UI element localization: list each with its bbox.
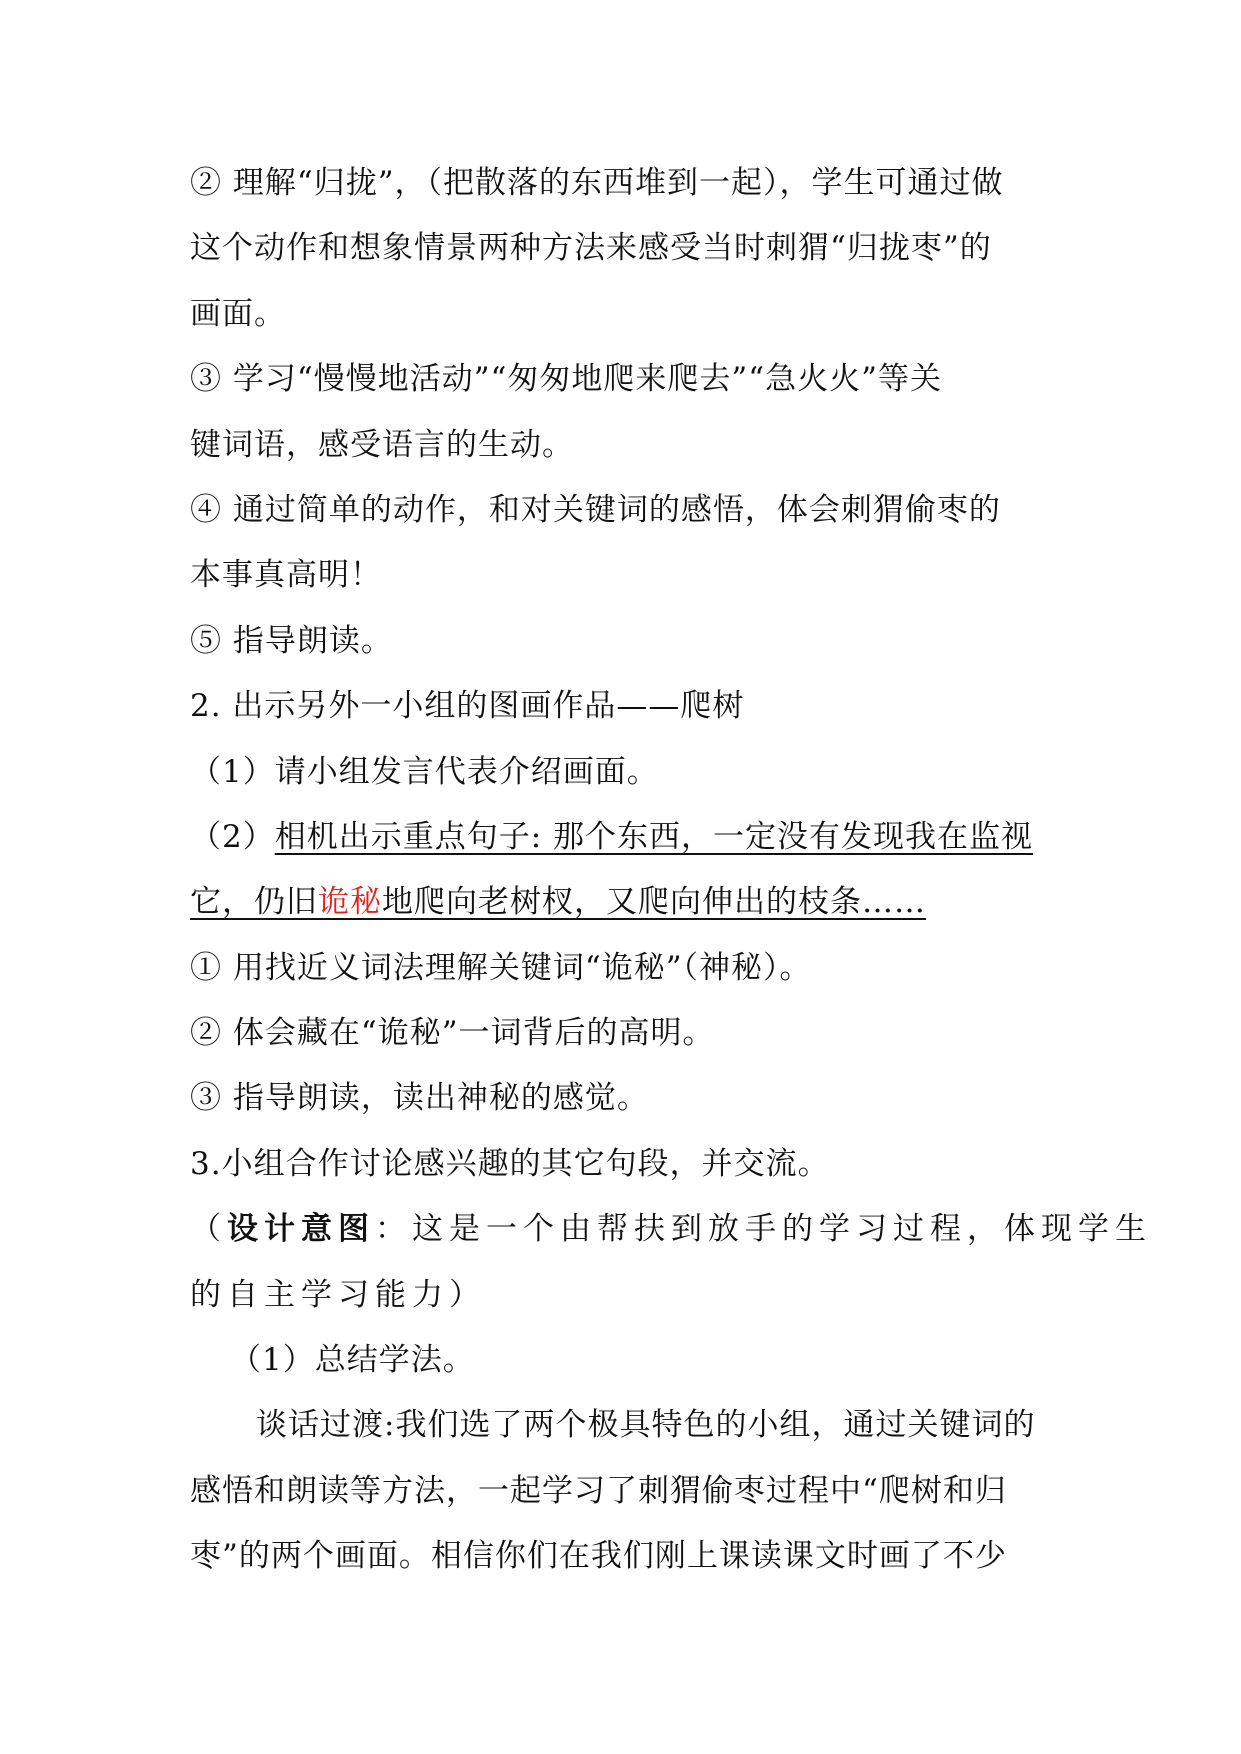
text-line: ③ 指导朗读，读出神秘的感觉。: [190, 1080, 649, 1117]
design-intent-text: ：这是一个由帮扶到放手的学习过程，体现学生: [375, 1211, 1152, 1248]
document-body: [190, 151, 1152, 1590]
summary-heading: （1）总结学法。: [230, 1342, 475, 1379]
text-line: 3.小组合作讨论感兴趣的其它句段，并交流。: [190, 1145, 830, 1182]
text-line: ② 理解“归拢”，（把散落的东西堆到一起），学生可通过做: [190, 165, 1004, 201]
design-intent-label: 设计意图: [227, 1211, 375, 1248]
text-line: ② 体会藏在“诡秘”一词背后的高明。: [190, 1015, 715, 1052]
text-line: 画面。: [190, 295, 286, 332]
key-sentence-text: [190, 884, 926, 920]
design-intent-line-1: [190, 1197, 1152, 1262]
text-line: ③ 学习“慢慢地活动”“匆匆地爬来爬去”“急火火”等关: [190, 361, 942, 398]
summary-paragraph-line: 谈话过渡:我们选了两个极具特色的小组，通过关键词的: [256, 1407, 1036, 1444]
key-sentence-segment: 它，仍旧: [190, 884, 318, 921]
text-line: 本事真高明！: [190, 557, 382, 594]
key-sentence-prefix: （2）: [190, 818, 275, 855]
design-intent-open: （: [190, 1211, 227, 1248]
text-line: ④ 通过简单的动作，和对关键词的感悟，体会刺猬偷枣的: [190, 491, 1001, 528]
key-sentence-line-1: [190, 805, 1052, 870]
text-line: （1）请小组发言代表介绍画面。: [190, 753, 659, 790]
summary-paragraph-line: 枣”的两个画面。相信你们在我们刚上课读课文时画了不少: [190, 1538, 1007, 1575]
text-line: 这个动作和想象情景两种方法来感受当时刺猬“归拢枣”的: [190, 230, 992, 267]
text-line: ① 用找近义词法理解关键词“诡秘”（神秘）。: [190, 949, 812, 986]
text-line: 键词语，感受语言的生动。: [190, 426, 574, 463]
summary-paragraph-line: 感悟和朗读等方法，一起学习了刺猬偷枣过程中“爬树和归: [190, 1472, 1007, 1509]
design-intent-line-2: 的自主学习能力）: [190, 1276, 486, 1313]
text-line: ⑤ 指导朗读。: [190, 622, 393, 659]
key-sentence-segment: 地爬向老树杈，又爬向伸出的枝条……: [382, 884, 926, 921]
highlighted-keyword: 诡秘: [318, 884, 382, 921]
key-sentence-line-2: [190, 870, 1052, 935]
key-sentence-text: 相机出示重点句子: 那个东西，一定没有发现我在监视: [274, 818, 1034, 855]
text-line: 2. 出示另外一小组的图画作品——爬树: [190, 688, 745, 725]
